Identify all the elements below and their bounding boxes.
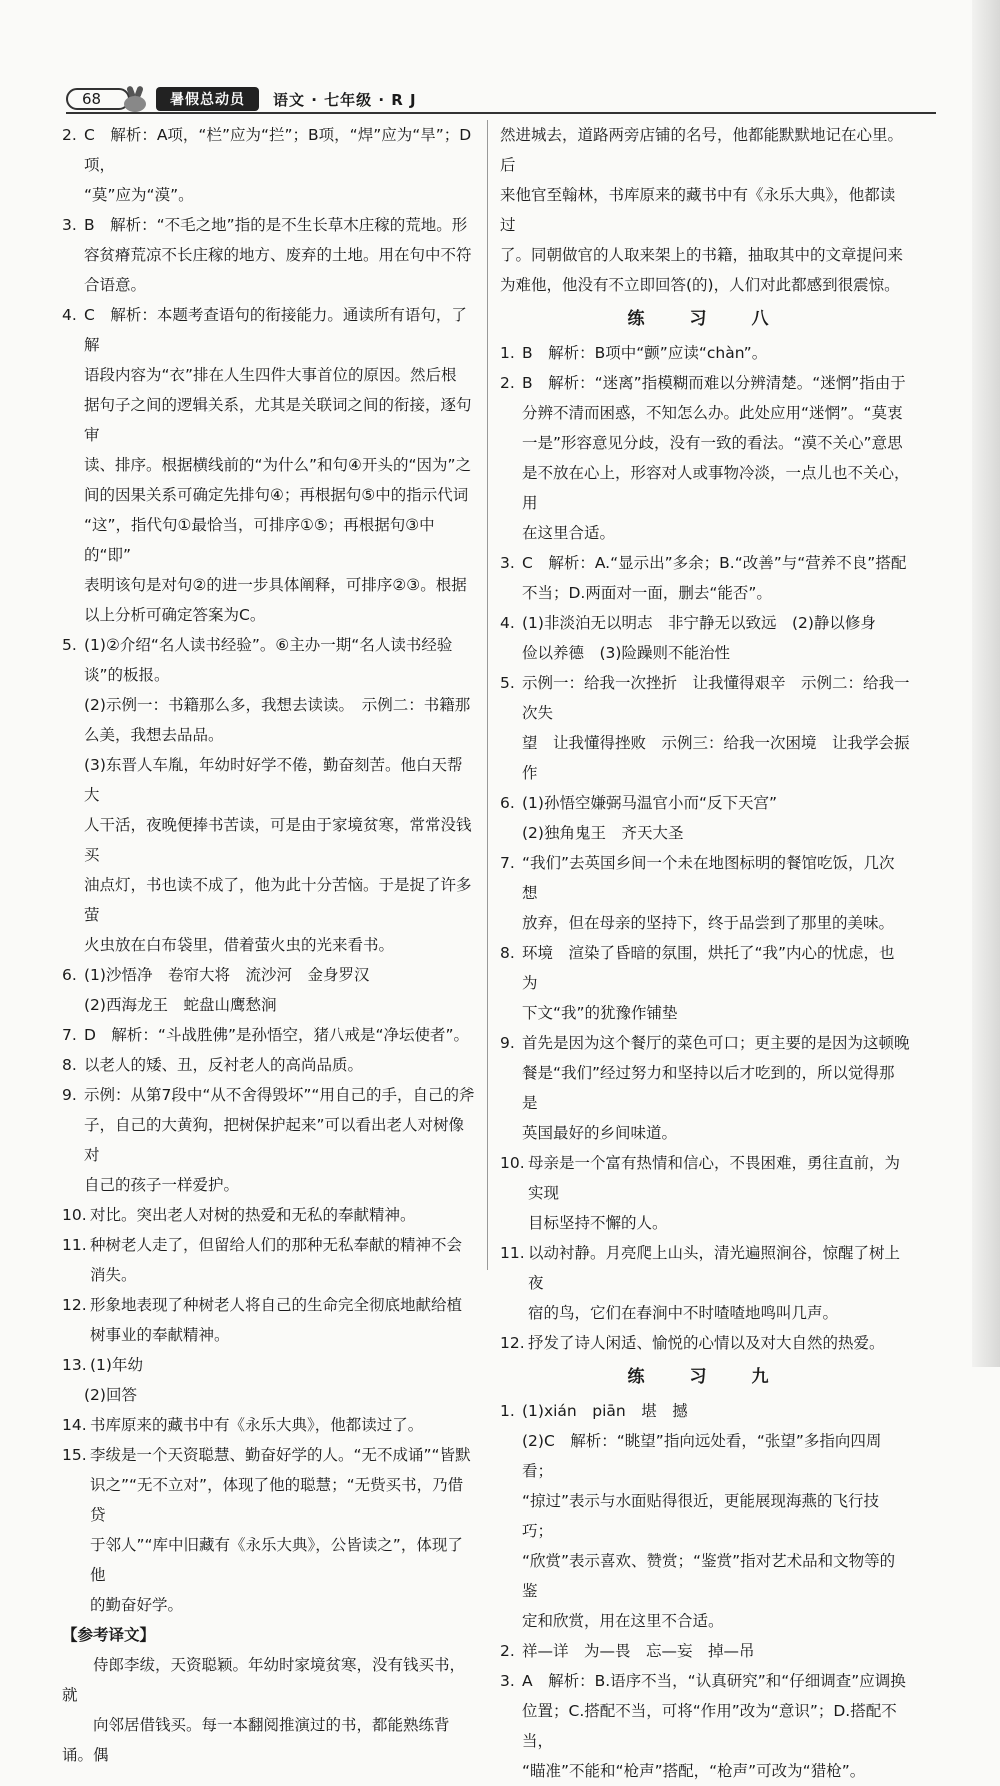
answer-item — [62, 300, 477, 630]
answer-number: 1. — [500, 1402, 515, 1420]
answer-line: 分辨不清而困惑，不知怎么办。此处应用“迷惘”。“莫衷 — [522, 404, 903, 422]
answer-line: 母亲是一个富有热情和信心，不畏困难，勇往直前，为实现 — [528, 1154, 901, 1202]
answer-item — [500, 1426, 910, 1636]
answer-item — [62, 630, 477, 690]
answer-line: (3)东晋人车胤，年幼时好学不倦，勤奋刻苦。他白天帮大 — [84, 756, 463, 804]
answer-line: 识之”“无不立对”，体现了他的聪慧；“无赀买书，乃借贷 — [90, 1476, 464, 1524]
answer-item — [62, 960, 477, 990]
answer-number: 6. — [500, 794, 515, 812]
answer-line: 李绂是一个天资聪慧、勤奋好学的人。“无不成诵”“皆默 — [90, 1446, 471, 1464]
book-name: 暑假总动员 — [156, 87, 259, 111]
translation-line: 为难他，他没有不立即回答(的)，人们对此都感到很震惊。 — [500, 276, 900, 294]
answer-line: 位置；C.搭配不当，可将“作用”改为“意识”；D.搭配不当， — [522, 1702, 897, 1750]
answer-item — [500, 1238, 910, 1328]
answer-line: (1)xián piān 堪 撼 — [522, 1402, 688, 1420]
answer-number: 9. — [500, 1034, 515, 1052]
answer-item — [62, 1350, 477, 1380]
answer-number: 3. — [500, 1672, 515, 1690]
answer-number: 11. — [500, 1244, 525, 1262]
answer-line: 一是”形容意见分歧，没有一致的看法。“漠不关心”意思 — [522, 434, 903, 452]
answer-line: 定和欣赏，用在这里不合适。 — [522, 1612, 724, 1630]
answer-line: 示例：从第7段中“从不舍得毁坏”“用自己的手，自己的斧 — [84, 1086, 475, 1104]
answer-item — [62, 1410, 477, 1440]
answer-line: “莫”应为“漠”。 — [84, 186, 194, 204]
page-edge — [972, 0, 1000, 1367]
answer-item — [62, 750, 477, 960]
answer-line: C 解析：本题考查语句的衔接能力。通读所有语句，了解 — [84, 306, 467, 354]
answer-line: 于邻人”“库中旧藏有《永乐大典》，公皆读之”，体现了他 — [90, 1536, 463, 1584]
answer-line: 不当；D.两面对一面，删去“能否”。 — [522, 584, 772, 602]
answer-line: 示例一：给我一次挫折 让我懂得艰辛 示例二：给我一次失 — [522, 674, 910, 722]
answer-line: 油点灯，书也读不成了，他为此十分苦恼。于是捉了许多萤 — [84, 876, 472, 924]
answer-item — [500, 848, 910, 938]
answer-item — [62, 210, 477, 300]
answer-line: 英国最好的乡间味道。 — [522, 1124, 678, 1142]
answer-line: 是不放在心上，形容对人或事物冷淡，一点儿也不关心，用 — [522, 464, 910, 512]
answer-line: 环境 渲染了昏暗的氛围，烘托了“我”内心的忧虑，也为 — [522, 944, 895, 992]
answer-item — [62, 1200, 477, 1230]
answer-line: C 解析：A.“显示出”多余；B.“改善”与“营养不良”搭配 — [522, 554, 907, 572]
answer-line: A 解析：B.语序不当，“认真研究”和“仔细调查”应调换 — [522, 1672, 906, 1690]
column-divider — [487, 120, 488, 1270]
answer-line: (2)独角鬼王 齐天大圣 — [522, 824, 684, 842]
answer-line: (1)孙悟空嫌弼马温官小而“反下天宫” — [522, 794, 778, 812]
answer-item — [62, 990, 477, 1020]
answer-item — [62, 1230, 477, 1290]
answer-number: 7. — [62, 1026, 77, 1044]
left-column — [62, 120, 477, 1770]
header-rule — [66, 112, 936, 114]
answer-number: 4. — [500, 614, 515, 632]
answer-line: 书库原来的藏书中有《永乐大典》，他都读过了。 — [90, 1416, 424, 1434]
answer-line: “掠过”表示与水面贴得很近，更能展现海燕的飞行技巧； — [522, 1492, 880, 1540]
answer-number: 7. — [500, 854, 515, 872]
right-column — [500, 120, 910, 1786]
answer-item — [500, 818, 910, 848]
answer-item — [62, 690, 477, 750]
answer-line: B 解析：B项中“颤”应读“chàn”。 — [522, 344, 768, 362]
answer-line: 的勤奋好学。 — [90, 1596, 184, 1614]
answer-item — [500, 368, 910, 548]
translation-line: 了。同朝做官的人取来架上的书籍，抽取其中的文章提问来 — [500, 246, 904, 264]
answer-line: 祥—详 为—畏 忘—妄 掉—吊 — [522, 1642, 755, 1660]
answer-line: 间的因果关系可确定先排句④；再根据句⑤中的指示代词 — [84, 486, 469, 504]
answer-line: (1)沙悟净 卷帘大将 流沙河 金身罗汉 — [84, 966, 370, 984]
answer-line: D 解析：“斗战胜佛”是孙悟空，猪八戒是“净坛使者”。 — [84, 1026, 470, 1044]
answer-item — [500, 1028, 910, 1148]
answer-line: 在这里合适。 — [522, 524, 616, 542]
answer-number: 6. — [62, 966, 77, 984]
answer-item — [62, 1380, 477, 1410]
answer-line: 以动衬静。月亮爬上山头，清光遍照涧谷，惊醒了树上夜 — [528, 1244, 901, 1292]
answer-number: 12. — [500, 1334, 525, 1352]
answer-line: 语段内容为“衣”排在人生四件大事首位的原因。然后根 — [84, 366, 457, 384]
answer-line: 望 让我懂得挫败 示例三：给我一次困境 让我学会振作 — [522, 734, 910, 782]
answer-item — [62, 120, 477, 210]
answer-number: 11. — [62, 1236, 87, 1254]
answer-item — [500, 608, 910, 668]
answer-line: (2)回答 — [84, 1386, 137, 1404]
answer-number: 2. — [500, 1642, 515, 1660]
answer-number: 1. — [500, 344, 515, 362]
answer-number: 5. — [500, 674, 515, 692]
answer-line: 么美，我想去品品。 — [84, 726, 224, 744]
answer-line: 形象地表现了种树老人将自己的生命完全彻底地献给植 — [90, 1296, 463, 1314]
answer-item — [500, 1396, 910, 1426]
answer-item — [500, 338, 910, 368]
translation-line: 侍郎李绂，天资聪颖。年幼时家境贫寒，没有钱买书，就 — [62, 1656, 466, 1704]
answer-line: (1)年幼 — [90, 1356, 143, 1374]
answer-number: 9. — [62, 1086, 77, 1104]
answer-number: 10. — [500, 1154, 525, 1172]
answer-line: 俭以养德 (3)险躁则不能治性 — [522, 644, 730, 662]
page-header — [66, 86, 417, 112]
answer-line: 自己的孩子一样爱护。 — [84, 1176, 240, 1194]
answer-item — [500, 938, 910, 1028]
answer-number: 2. — [62, 126, 77, 144]
translation-line: 向邻居借钱买。每一本翻阅推演过的书，都能熟练背诵。偶 — [62, 1716, 450, 1764]
answer-line: 以上分析可确定答案为C。 — [84, 606, 266, 624]
answer-number: 2. — [500, 374, 515, 392]
answer-line: 容贫瘠荒凉不长庄稼的地方、废弃的土地。用在句中不符 — [84, 246, 472, 264]
answer-item — [62, 1440, 477, 1620]
answer-number: 12. — [62, 1296, 87, 1314]
answer-item — [500, 788, 910, 818]
answer-item — [62, 1080, 477, 1200]
answer-line: 下文“我”的犹豫作铺垫 — [522, 1004, 678, 1022]
answer-line: 据句子之间的逻辑关系，尤其是关联词之间的衔接，逐句审 — [84, 396, 472, 444]
answer-number: 8. — [500, 944, 515, 962]
section-title-exercise-9: 练 习 九 — [627, 1367, 783, 1387]
answer-number: 8. — [62, 1056, 77, 1074]
answer-item — [62, 1020, 477, 1050]
answer-line: C 解析：A项，“栏”应为“拦”；B项，“焊”应为“旱”；D项， — [84, 126, 472, 174]
page-number: 68 — [66, 88, 130, 110]
answer-number: 3. — [500, 554, 515, 572]
answer-number: 14. — [62, 1416, 87, 1434]
answer-line: (2)示例一：书籍那么多，我想去读读。 示例二：书籍那 — [84, 696, 471, 714]
answer-line: 树事业的奉献精神。 — [90, 1326, 230, 1344]
answer-number: 5. — [62, 636, 77, 654]
answer-line: “瞄准”不能和“枪声”搭配，“枪声”可改为“猎枪”。 — [522, 1762, 866, 1780]
answer-line: B 解析：“迷离”指模糊而难以分辨清楚。“迷惘”指由于 — [522, 374, 906, 392]
rabbit-mascot-icon — [120, 86, 150, 112]
answer-item — [500, 668, 910, 788]
answer-line: (2)西海龙王 蛇盘山鹰愁涧 — [84, 996, 277, 1014]
answer-number: 10. — [62, 1206, 87, 1224]
answer-line: B 解析：“不毛之地”指的是不生长草木庄稼的荒地。形 — [84, 216, 468, 234]
answer-item — [500, 1666, 910, 1786]
answer-line: (2)C 解析：“眺望”指向远处看，“张望”多指向四周看； — [522, 1432, 882, 1480]
answer-line: “我们”去英国乡间一个未在地图标明的餐馆吃饭，几次想 — [522, 854, 895, 902]
answer-number: 4. — [62, 306, 77, 324]
answer-line: 对比。突出老人对树的热爱和无私的奉献精神。 — [90, 1206, 416, 1224]
answer-line: 表明该句是对句②的进一步具体阐释，可排序②③。根据 — [84, 576, 467, 594]
answer-line: 火虫放在白布袋里，借着萤火虫的光来看书。 — [84, 936, 395, 954]
answer-line: 目标坚持不懈的人。 — [528, 1214, 668, 1232]
translation-line: 来他官至翰林，书库原来的藏书中有《永乐大典》，他都读过 — [500, 186, 896, 234]
reference-translation-title: 【参考译文】 — [62, 1626, 156, 1644]
answer-number: 13. — [62, 1356, 87, 1374]
answer-line: 读、排序。根据横线前的“为什么”和句④开头的“因为”之 — [84, 456, 472, 474]
answer-line: 餐是“我们”经过努力和坚持以后才吃到的，所以觉得那是 — [522, 1064, 895, 1112]
answer-line: 宿的鸟，它们在春涧中不时喳喳地鸣叫几声。 — [528, 1304, 839, 1322]
answer-item — [62, 1290, 477, 1350]
answer-line: 子，自己的大黄狗，把树保护起来”可以看出老人对树像对 — [84, 1116, 465, 1164]
answer-item — [500, 1148, 910, 1238]
answer-line: (1)非淡泊无以明志 非宁静无以致远 (2)静以修身 — [522, 614, 876, 632]
answer-item — [500, 1328, 910, 1358]
answer-line: 谈”的板报。 — [84, 666, 170, 684]
answer-item — [500, 548, 910, 608]
section-title-exercise-8: 练 习 八 — [627, 309, 783, 329]
answer-number: 3. — [62, 216, 77, 234]
subject-label: 语文 · 七年级 · R J — [273, 90, 417, 109]
answer-line: (1)②介绍“名人读书经验”。⑥主办一期“名人读书经验 — [84, 636, 453, 654]
answer-number: 15. — [62, 1446, 87, 1464]
answer-line: “这”，指代句①最恰当，可排序①⑤；再根据句③中的“即” — [84, 516, 435, 564]
answer-line: “欣赏”表示喜欢、赞赏；“鉴赏”指对艺术品和文物等的鉴 — [522, 1552, 896, 1600]
answer-line: 抒发了诗人闲适、愉悦的心情以及对大自然的热爱。 — [528, 1334, 885, 1352]
answer-line: 合语意。 — [84, 276, 147, 294]
answer-item — [62, 1050, 477, 1080]
answer-line: 放弃，但在母亲的坚持下，终于品尝到了那里的美味。 — [522, 914, 895, 932]
answer-line: 种树老人走了，但留给人们的那种无私奉献的精神不会消失。 — [90, 1236, 463, 1284]
answer-line: 人干活，夜晚便捧书苦读，可是由于家境贫寒，常常没钱买 — [84, 816, 472, 864]
translation-line: 然进城去，道路两旁店铺的名号，他都能默默地记在心里。后 — [500, 126, 904, 174]
answer-item — [500, 1636, 910, 1666]
answer-line: 首先是因为这个餐厅的菜色可口；更主要的是因为这顿晚 — [522, 1034, 910, 1052]
answer-line: 以老人的矮、丑，反衬老人的高尚品质。 — [84, 1056, 364, 1074]
